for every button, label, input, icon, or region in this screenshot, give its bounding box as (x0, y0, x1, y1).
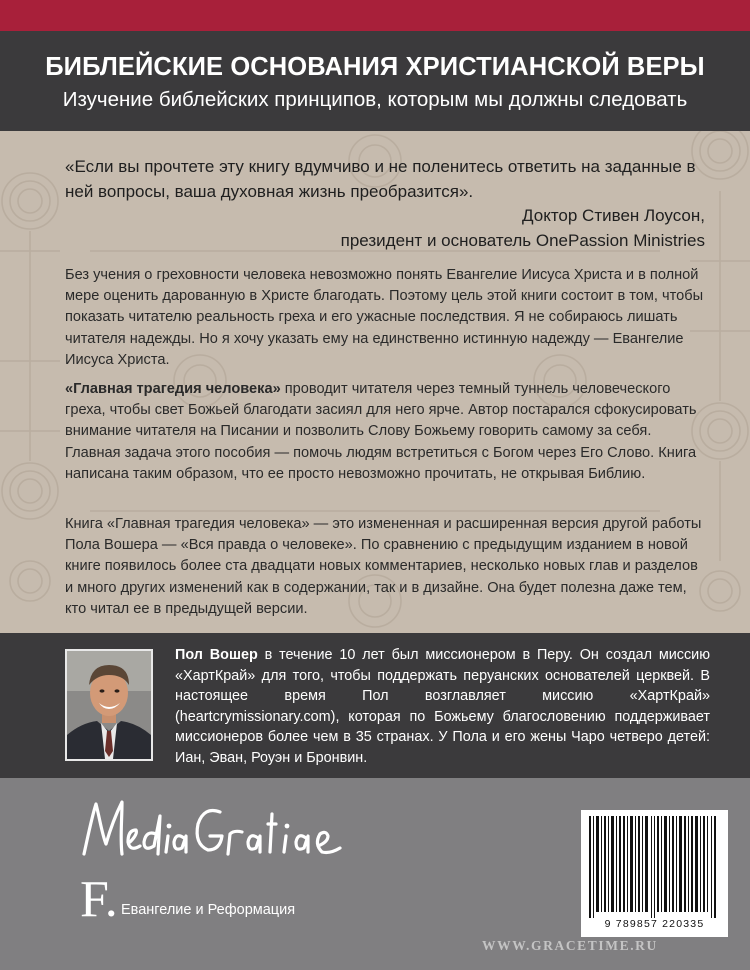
quote-author: Доктор Стивен Лоусон, (522, 206, 705, 225)
author-bio-text: в течение 10 лет был миссионером в Перу. Он создал миссию «ХартКрай» для того, чтобы поддержать перуанских основателей церквей. В настоящее время Пол возглавляет миссию «ХартКрай» (heartcrymissionary.com), которая по Божьему благословению поддерживает миссионеров более чем в 35 странах. У Пола и его жены Чаро четверо детей: Иан, Эван, Роуэн и Бронвин. (175, 647, 710, 766)
top-color-strip (0, 0, 750, 31)
series-title: БИБЛЕЙСКИЕ ОСНОВАНИЯ ХРИСТИАНСКОЙ ВЕРЫ (45, 53, 705, 81)
isbn-number: 9 789857 220335 (604, 918, 705, 930)
publisher-f-letter: F. (80, 871, 118, 928)
author-bio (175, 645, 710, 769)
main-text-panel (0, 131, 750, 633)
media-gratiae-logo (78, 796, 348, 866)
concentric-circle-pattern-left (0, 173, 60, 601)
barcode-bars (581, 810, 728, 918)
isbn-barcode (581, 810, 728, 937)
quote-text: «Если вы прочтете эту книгу вдумчиво и не поленитесь ответить на заданные в ней вопросы, ваша духовная жизнь преобразится». (65, 157, 696, 201)
description-paragraph-2 (65, 379, 705, 485)
publisher-tagline: Евангелие и Реформация (121, 902, 296, 918)
description-paragraph-3: Книга «Главная трагедия человека» — это измененная и расширенная версия другой работы Пола Вошера — «Вся правда о человеке». По сравнению с предыдущим изданием в новой книге появилось более ста двадцати новых комментариев, несколько новых глав и разделов и много других изменений как в содержании, так и в дизайне. Она будет полезна даже тем, кто читал ее в предыдущей версии. (65, 516, 702, 617)
book-title-emphasis: «Главная трагедия человека» (65, 381, 281, 397)
description-paragraph-1: Без учения о греховности человека невозможно понять Евангелие Иисуса Христа и в полной мере оценить дарованную в Христе благодать. Поэтому цель этой книги состоит в том, чтобы показать читателю реальность греха и его ужасные последствия. Я не собираюсь лишать читателя надежды. Но я хочу указать ему на единственно истинную надежду — Евангелие Иисуса Христа. (65, 267, 704, 368)
author-band (0, 633, 750, 778)
description-paragraph-2-text: проводит читателя через темный туннель человеческого греха, чтобы свет Божьей благодати засиял для него ярче. Автор постарался сфокусировать внимание читателя на Писании и позволить Слову Божьему говорить самому за себя. Главная задача этого пособия — помочь людям встретиться с Богом через Его Слово. Книга написана таким образом, что ее просто невозможно прочитать, не открывая Библию. (65, 381, 697, 482)
author-photo (65, 649, 153, 761)
series-subtitle: Изучение библейских принципов, которым мы должны следовать (62, 88, 688, 111)
author-name: Пол Вошер (175, 647, 258, 663)
endorsement-quote (65, 155, 705, 253)
header-band (0, 31, 750, 131)
website-watermark: WWW.GRACETIME.RU (482, 938, 658, 953)
quote-author-role: президент и основатель OnePassion Ministries (340, 230, 705, 250)
